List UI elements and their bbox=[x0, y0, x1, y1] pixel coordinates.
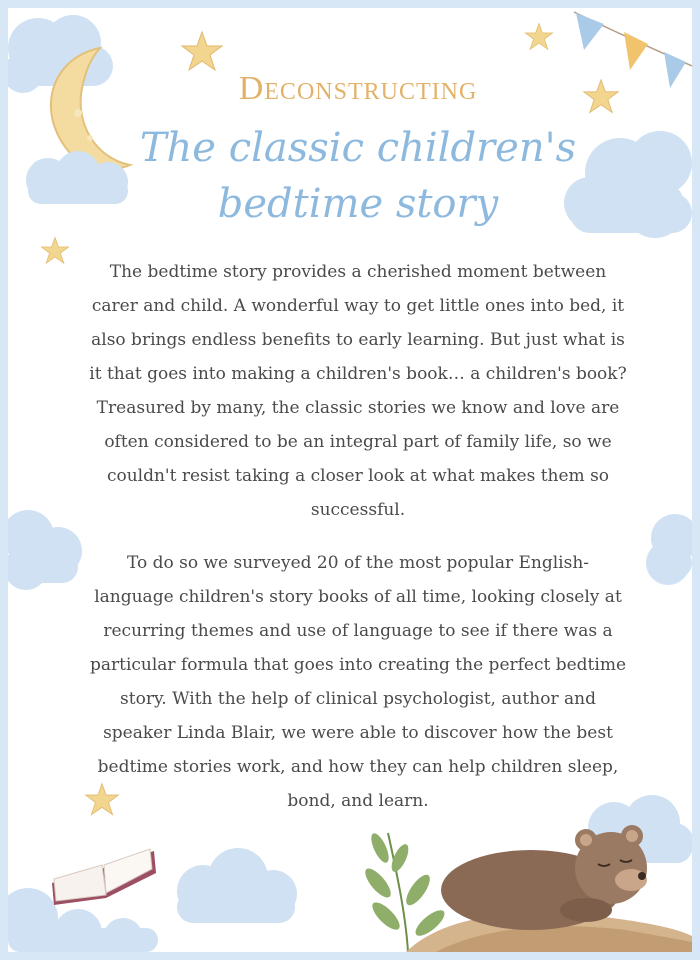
star-icon bbox=[40, 236, 70, 266]
intro-paragraph: The bedtime story provides a cherished moment between carer and child. A wonderful way to get little ones into bed, it also brings endless benefits to early learning. But just what is it that goes into making a children's book… a children's book? Treasured by many, the classic stories we know and love are often considered to be an integral part of family life, so we couldn't resist taking a closer look at what makes them so successful. bbox=[89, 262, 627, 520]
cloud-icon bbox=[640, 508, 692, 588]
open-book-icon bbox=[44, 843, 164, 923]
survey-paragraph: To do so we surveyed 20 of the most popular English-language children's story books of all time, looking closely at recurring themes and use of language to see if there was a particular formula that goes into creating the perfect bedtime story. With the help of clinical psychologist, author and speaker Linda Blair, we were able to discover how the best bedtime stories work, and how they can help children sleep, bond, and learn. bbox=[89, 553, 627, 811]
cloud-icon bbox=[163, 846, 303, 932]
sleeping-bear-icon bbox=[406, 818, 692, 952]
cloud-icon bbox=[8, 496, 84, 596]
star-icon bbox=[180, 30, 224, 74]
bedtime-story-page bbox=[8, 8, 692, 952]
page-title: The classic children's bedtime story bbox=[139, 125, 577, 227]
star-icon bbox=[524, 22, 554, 52]
kicker-heading: Deconstructing bbox=[238, 70, 478, 107]
cloud-icon bbox=[18, 148, 138, 208]
